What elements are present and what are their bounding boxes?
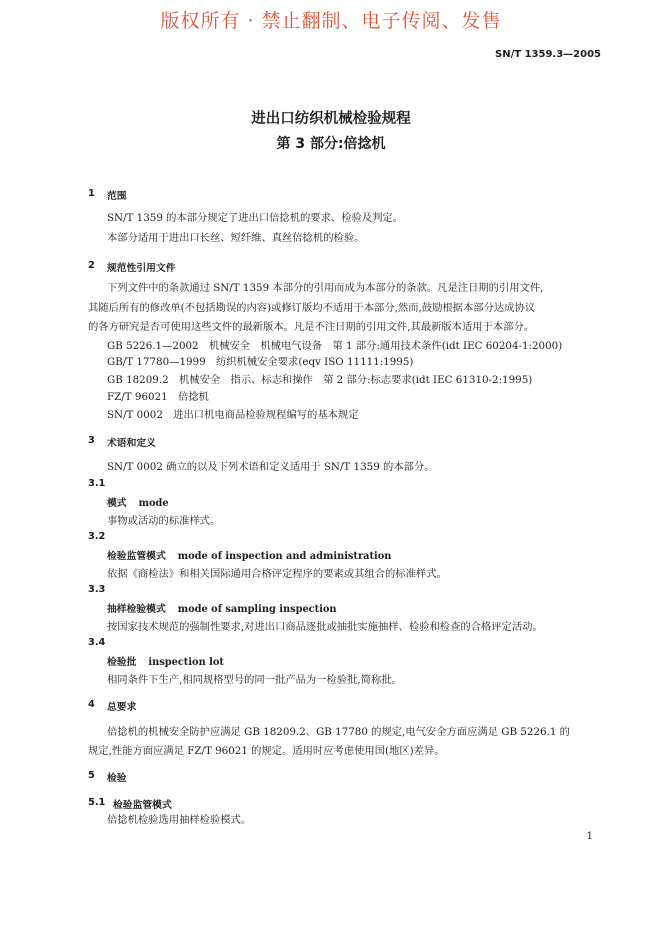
section-1-number: 1: [88, 188, 95, 199]
term-number: 3.2: [88, 531, 106, 542]
section-2-number: 2: [88, 260, 95, 271]
standard-number: SN/T 1359.3—2005: [495, 49, 601, 60]
section-1-paragraph-1: SN/T 1359 的本部分规定了进出口倍捻机的要求、检验及判定。: [107, 212, 403, 224]
term-chinese: 模式: [107, 498, 127, 509]
term-title: [107, 549, 391, 564]
document-title: 进出口纺织机械检验规程: [251, 111, 411, 127]
section-3-paragraph: SN/T 0002 确立的以及下列术语和定义适用于 SN/T 1359 的本部分。: [107, 461, 435, 473]
section-2-heading: 规范性引用文件: [107, 263, 176, 274]
term-number: 3.3: [88, 584, 106, 595]
watermark: 版权所有 · 禁止翻制、电子传阅、发售: [160, 10, 502, 32]
term-title: [107, 655, 224, 670]
section-5-number: 5: [88, 770, 95, 781]
section-4-paragraph-line-1: 倍捻机的机械安全防护应满足 GB 18209.2、GB 17780 的规定,电气安全方面应满足 GB 5226.1 的: [107, 726, 570, 738]
subsection-5-1-number: 5.1: [88, 797, 106, 808]
term-english: mode of sampling inspection: [177, 604, 337, 615]
term-number: 3.4: [88, 637, 106, 648]
term-number: 3.1: [88, 478, 106, 489]
term-definition: 相同条件下生产,相同规格型号的同一批产品为一检验批,简称批。: [107, 674, 402, 686]
term-definition: 依据《商检法》和相关国际通用合格评定程序的要素或其组合的标准样式。: [107, 568, 447, 580]
section-3-heading: 术语和定义: [107, 438, 156, 449]
reference-item: SN/T 0002 进出口机电商品检验规程编写的基本规定: [107, 409, 359, 421]
reference-item: GB/T 17780—1999 纺织机械安全要求(eqv ISO 11111:1995): [107, 356, 414, 368]
term-title: [107, 602, 337, 617]
section-3-number: 3: [88, 435, 95, 446]
section-4-paragraph-line-2: 规定,性能方面应满足 FZ/T 96021 的规定。适用时应考虑使用国(地区)差异。: [88, 745, 445, 757]
term-english: mode: [138, 498, 169, 509]
section-5-heading: 检验: [107, 773, 127, 784]
term-english: mode of inspection and administration: [177, 551, 392, 562]
term-definition: 按国家技术规范的强制性要求,对进出口商品逐批或抽批实施抽样、检验和检查的合格评定活动。: [107, 621, 543, 633]
document-subtitle: 第 3 部分:倍捻机: [276, 136, 386, 152]
section-5-paragraph: 倍捻机检验选用抽样检验模式。: [107, 814, 252, 826]
term-english: inspection lot: [148, 657, 224, 668]
page-number: 1: [586, 831, 593, 842]
section-4-number: 4: [88, 699, 95, 710]
term-chinese: 检验监管模式: [107, 551, 166, 562]
term-title: [107, 496, 169, 511]
section-4-heading: 总要求: [107, 702, 137, 713]
reference-item: GB 18209.2 机械安全 指示、标志和操作 第 2 部分:标志要求(idt IEC 61310-2:1995): [107, 374, 533, 386]
term-definition: 事物或活动的标准样式。: [107, 515, 221, 527]
section-1-heading: 范围: [107, 191, 127, 202]
term-chinese: 抽样检验模式: [107, 604, 166, 615]
section-2-paragraph-line-2: 其随后所有的修改单(不包括勘误的内容)或修订版均不适用于本部分,然而,鼓励根据本部分达成协议: [88, 302, 536, 314]
term-chinese: 检验批: [107, 657, 137, 668]
reference-item: GB 5226.1—2002 机械安全 机械电气设备 第 1 部分:通用技术条件(idt IEC 60204-1:2000): [107, 340, 563, 352]
section-2-paragraph-line-1: 下列文件中的条款通过 SN/T 1359 本部分的引用而成为本部分的条款。凡是注日期的引用文件,: [107, 282, 544, 294]
section-1-paragraph-2: 本部分适用于进出口长丝、短纤维、真丝倍捻机的检验。: [107, 232, 365, 244]
subsection-5-1-heading: 检验监管模式: [113, 800, 172, 811]
section-2-paragraph-line-3: 的各方研究是否可使用这些文件的最新版本。凡是不注日期的引用文件,其最新版本适用于本部分。: [88, 321, 535, 333]
reference-item: FZ/T 96021 倍捻机: [107, 391, 209, 403]
